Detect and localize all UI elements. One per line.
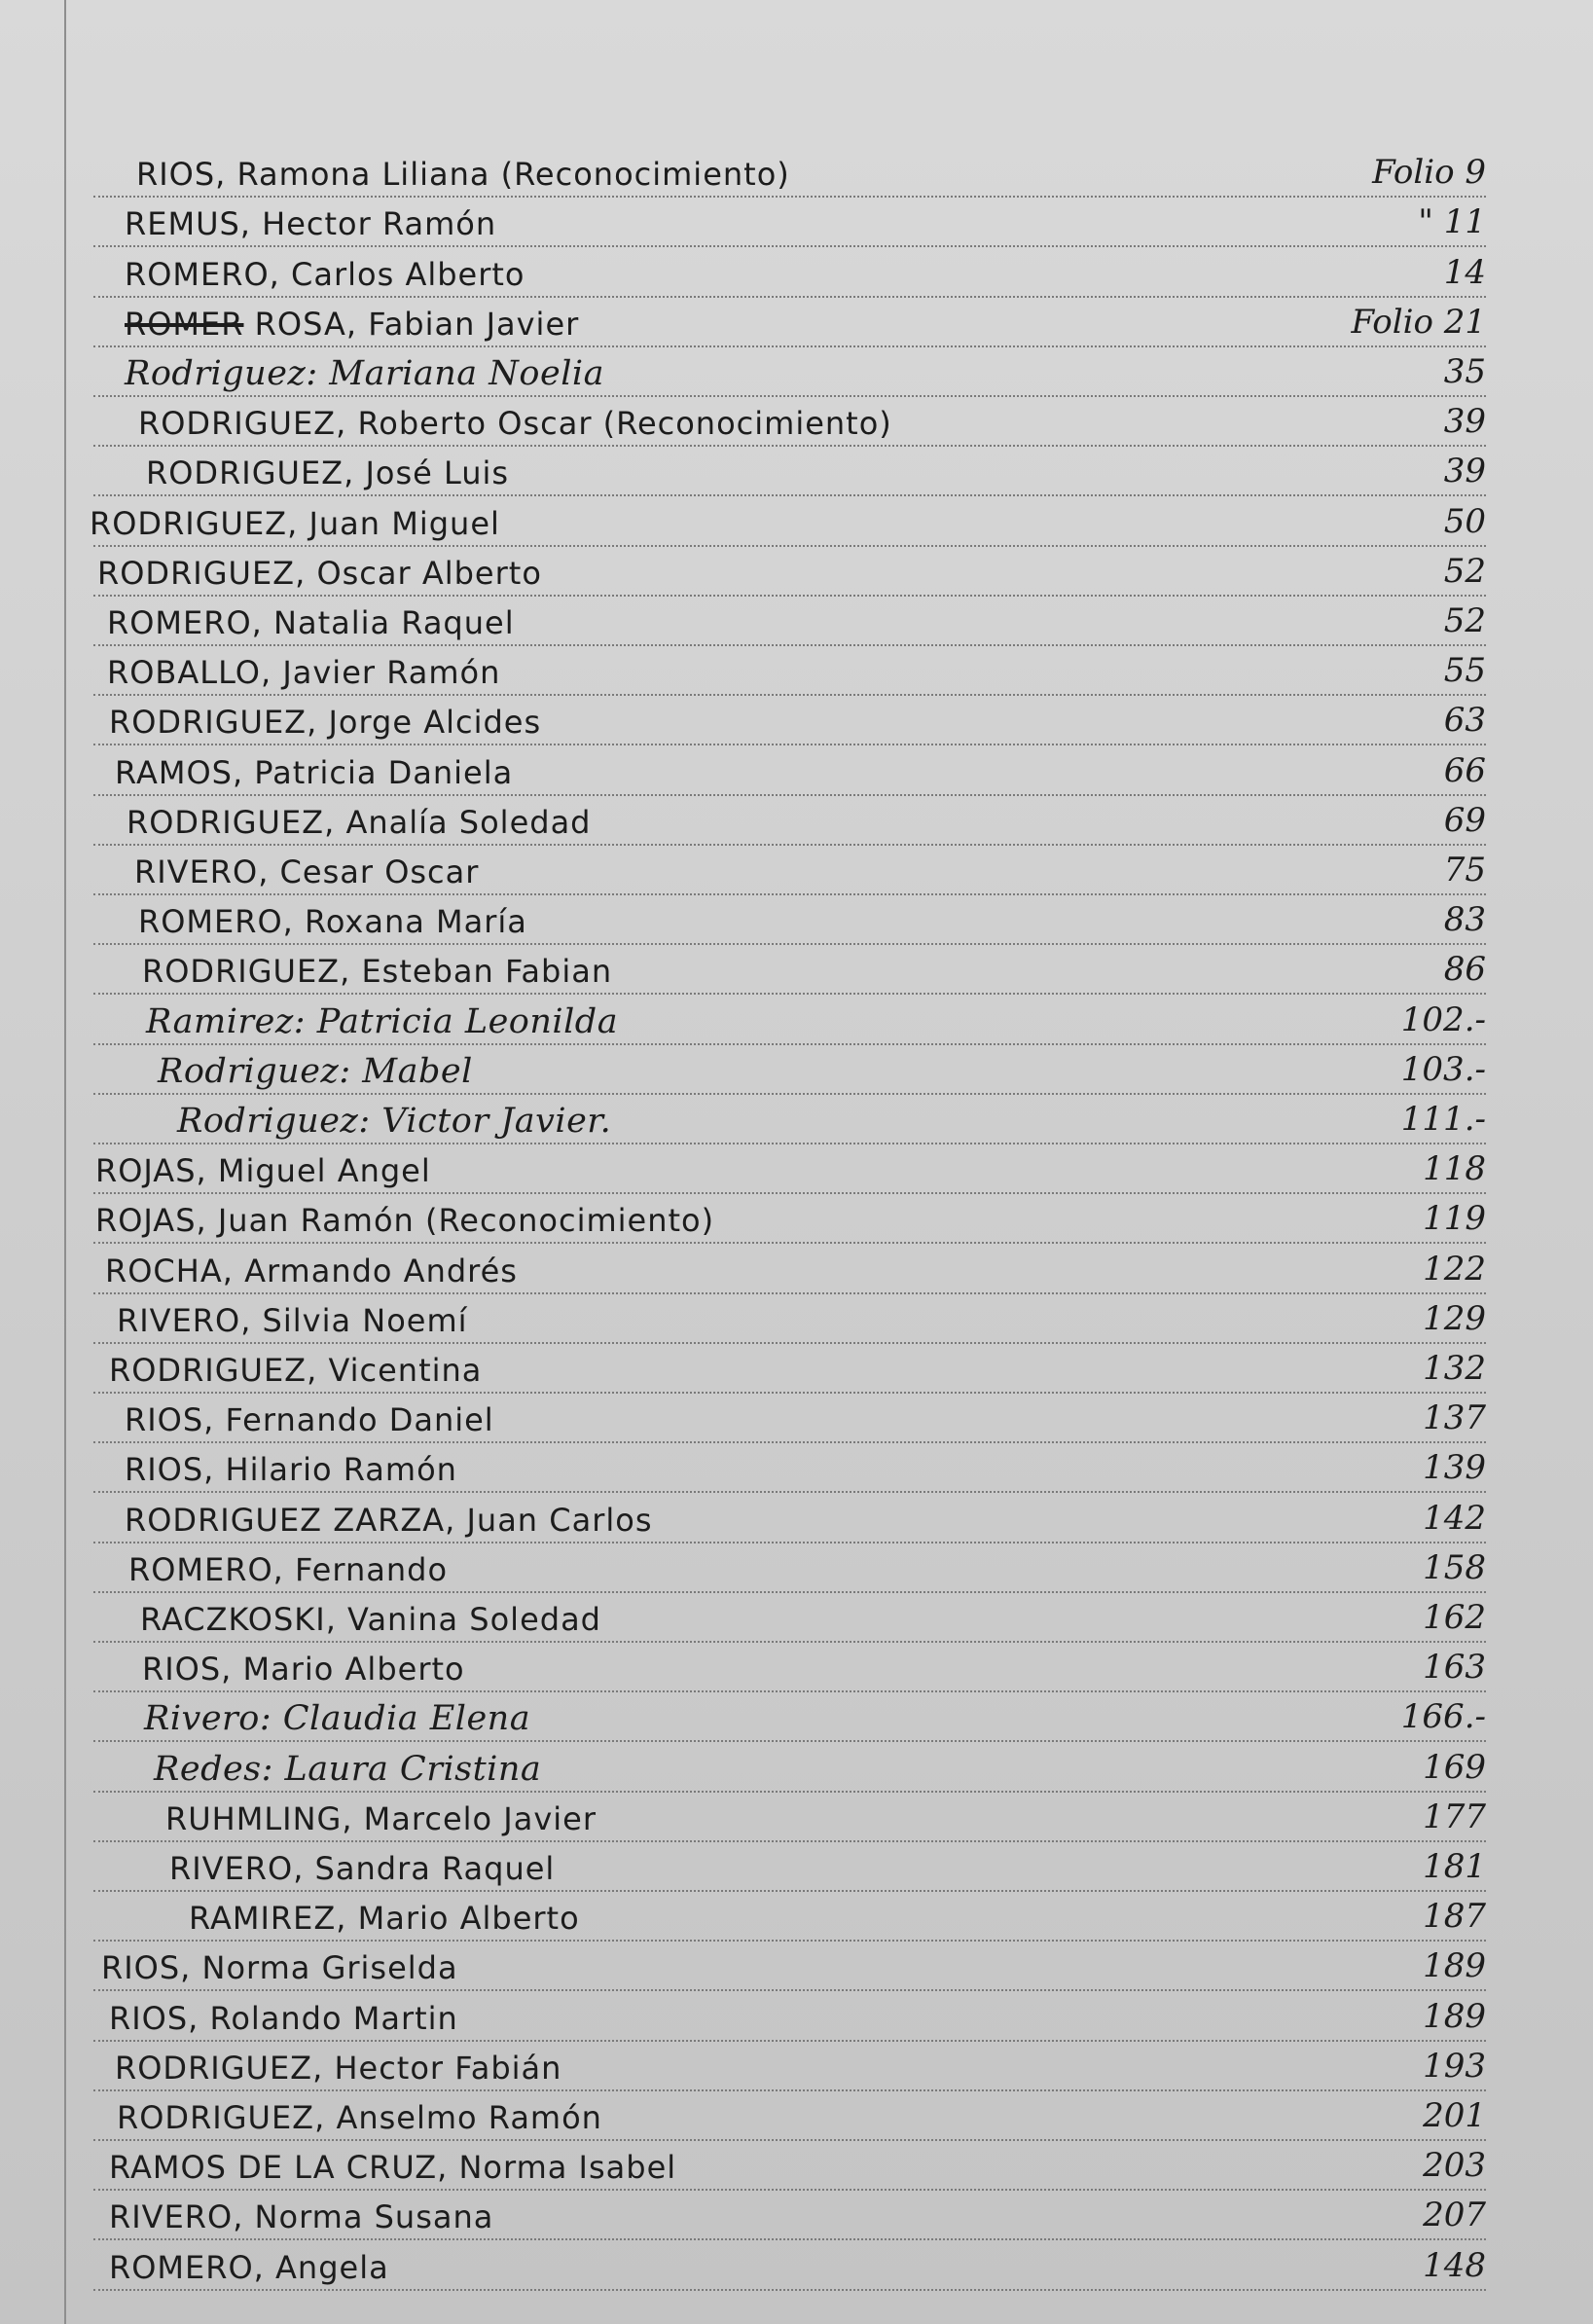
entry-name: Redes: Laura Cristina [154,1749,542,1789]
entry-folio: 158 [1423,1547,1486,1587]
index-entry [0,1944,1593,1989]
ruled-line [93,1093,1486,1095]
entry-name: RAMOS, Patricia Daniela [115,753,514,791]
entry-name: RAMOS DE LA CRUZ, Norma Isabel [109,2149,677,2187]
ruled-line [93,1591,1486,1593]
ruled-line [93,893,1486,895]
entry-name: RACZKOSKI, Vanina Soledad [140,1601,601,1638]
ruled-line [93,844,1486,846]
ruled-line [93,1491,1486,1493]
entry-name: ROMERO, Roxana María [138,903,527,941]
entry-folio: 163 [1423,1648,1486,1688]
ruled-line [93,1441,1486,1443]
ruled-line [93,1791,1486,1793]
index-entry [0,2244,1593,2289]
entry-folio: 69 [1443,800,1486,840]
entry-name: ROMERO, Angela [109,2248,389,2286]
entry-folio: 177 [1423,1797,1486,1836]
index-entry [0,301,1593,345]
entry-folio: 166.- [1400,1697,1486,1737]
index-entry [0,151,1593,196]
entry-name: REMUS, Hector Ramón [125,205,497,243]
entry-folio: 148 [1423,2245,1486,2285]
entry-name: RIOS, Norma Griselda [101,1949,458,1987]
ruled-line [93,1940,1486,1942]
entry-name: ROBALLO, Javier Ramón [107,654,501,692]
entry-folio: 203 [1423,2146,1486,2186]
entry-folio: 103.- [1400,1049,1486,1089]
ruled-line [93,794,1486,796]
entry-folio: 137 [1423,1398,1486,1438]
index-entry [0,1248,1593,1292]
ruled-line [93,1690,1486,1692]
ruled-line [93,1989,1486,1991]
index-entry [0,1147,1593,1192]
entry-folio: 83 [1443,900,1486,940]
ruled-line [93,1542,1486,1543]
entry-name: RODRIGUEZ, Anselmo Ramón [117,2099,602,2136]
entry-folio: 169 [1423,1747,1486,1787]
index-entry [0,1796,1593,1840]
entry-name: Rivero: Claudia Elena [144,1699,531,1739]
ruled-line [93,2040,1486,2042]
ruled-line [93,1740,1486,1742]
index-entry [0,799,1593,844]
entry-name: RODRIGUEZ, Juan Miguel [90,504,500,542]
entry-name: ROJAS, Miguel Angel [95,1152,431,1190]
struck-text: ROMER [125,305,244,343]
entry-name: RODRIGUEZ, Oscar Alberto [97,554,542,592]
index-entry [0,948,1593,993]
ruled-line [93,943,1486,945]
entry-name: RIOS, Hilario Ramón [125,1451,457,1489]
entry-name: RIOS, Mario Alberto [142,1651,465,1689]
ruled-line [93,744,1486,745]
index-entry [0,2194,1593,2238]
entry-name: RODRIGUEZ, José Luis [146,454,510,492]
entry-name: RAMIREZ, Mario Alberto [189,1900,580,1938]
index-entry [0,1098,1593,1143]
entry-name: RODRIGUEZ, Jorge Alcides [109,704,542,742]
entry-folio: 119 [1423,1199,1486,1239]
ruled-line [93,545,1486,547]
index-entry [0,999,1593,1043]
entry-name: ROJAS, Juan Ramón (Reconocimiento) [95,1202,715,1240]
entry-folio: 102.- [1400,999,1486,1039]
entry-folio: 139 [1423,1448,1486,1488]
ruled-line [93,445,1486,447]
entry-name: RIOS, Fernando Daniel [125,1401,494,1439]
index-entry [0,400,1593,445]
entry-folio: 66 [1443,750,1486,790]
entry-folio: 132 [1423,1349,1486,1388]
ruled-line [93,395,1486,397]
index-entry [0,749,1593,794]
ruled-line [93,1392,1486,1394]
ruled-line [93,1641,1486,1643]
index-entry [0,649,1593,694]
ruled-line [93,2238,1486,2240]
entry-name: ROMERO, Natalia Raquel [107,604,515,641]
entry-folio: 187 [1423,1897,1486,1937]
entry-name-text: ROSA, Fabian Javier [254,305,580,343]
ruled-line [93,1890,1486,1892]
index-entry [0,500,1593,545]
entry-folio: 129 [1423,1298,1486,1338]
entry-name: ROMERO, Carlos Alberto [125,255,525,293]
index-entry [0,1995,1593,2040]
ruled-line [93,644,1486,646]
index-entry [0,200,1593,245]
index-entry [0,2045,1593,2089]
ruled-line [93,1840,1486,1842]
ruled-line [93,2139,1486,2141]
index-entry [0,1646,1593,1690]
entry-folio: 63 [1443,701,1486,741]
entry-folio: 201 [1423,2096,1486,2135]
index-entry [0,1197,1593,1242]
ruled-line [93,993,1486,995]
entry-name: RIVERO, Sandra Raquel [169,1850,556,1887]
entry-name: RIOS, Ramona Liliana (Reconocimiento) [136,156,790,194]
entry-folio: 189 [1423,1946,1486,1986]
entry-folio: 75 [1443,851,1486,890]
entry-name: Ramirez: Patricia Leonilda [146,1001,619,1041]
ruled-line [93,245,1486,247]
entry-folio: 52 [1443,551,1486,591]
index-entry [0,1746,1593,1791]
index-entry [0,1546,1593,1591]
entry-folio: 14 [1443,252,1486,292]
entry-folio: 189 [1423,1996,1486,2036]
index-entry [0,699,1593,744]
index-entry [0,251,1593,296]
index-entry [0,1596,1593,1641]
entry-folio: 86 [1443,950,1486,990]
entry-name: ROMERO, Fernando [128,1550,449,1588]
entry-name [125,305,579,344]
entry-folio: 55 [1443,651,1486,691]
entry-name: ROCHA, Armando Andrés [105,1252,518,1289]
index-entry [0,1446,1593,1491]
entry-folio: Folio 9 [1372,153,1486,193]
entry-folio: " 11 [1418,202,1486,242]
entry-name: RIOS, Rolando Martin [109,1999,458,2037]
entry-folio: 50 [1443,501,1486,541]
index-entry [0,599,1593,644]
entry-folio: 39 [1443,402,1486,442]
entry-folio: 122 [1423,1249,1486,1289]
entry-folio: 111.- [1400,1100,1486,1139]
entry-folio: 181 [1423,1847,1486,1886]
entry-name: RODRIGUEZ, Hector Fabián [115,2049,562,2087]
entry-name: RUHMLING, Marcelo Javier [165,1799,597,1837]
ruled-line [93,2289,1486,2291]
ruled-line [93,694,1486,696]
entry-name: RODRIGUEZ ZARZA, Juan Carlos [125,1501,653,1539]
entry-name: Rodriguez: Victor Javier. [177,1102,612,1141]
index-entry [0,1397,1593,1441]
index-entry [0,2144,1593,2189]
entry-name: RODRIGUEZ, Esteban Fabian [142,953,613,991]
ruled-line [93,1292,1486,1294]
index-entry [0,1347,1593,1392]
entry-folio: 35 [1443,352,1486,391]
entry-name: RODRIGUEZ, Roberto Oscar (Reconocimiento) [138,405,892,443]
index-entry [0,350,1593,395]
ruled-line [93,1242,1486,1244]
entry-name: RODRIGUEZ, Vicentina [109,1352,483,1389]
entry-folio: 162 [1423,1598,1486,1637]
entry-name: Rodriguez: Mariana Noelia [125,354,604,393]
index-entry [0,450,1593,494]
index-entry [0,1297,1593,1342]
ruled-line [93,345,1486,347]
index-entry [0,1845,1593,1890]
entry-name: RIVERO, Cesar Oscar [134,853,480,890]
entry-folio: 118 [1423,1149,1486,1189]
ruled-line [93,595,1486,597]
entry-folio: 142 [1423,1498,1486,1538]
ruled-line [93,1143,1486,1144]
ruled-line [93,1192,1486,1194]
index-entry [0,898,1593,943]
index-entry [0,1497,1593,1542]
entry-folio: 52 [1443,601,1486,640]
entry-name: RIVERO, Norma Susana [109,2198,494,2236]
entry-name: RODRIGUEZ, Analía Soledad [127,803,592,841]
index-entry [0,1695,1593,1740]
ruled-line [93,2189,1486,2191]
ruled-line [93,494,1486,496]
entry-name: Rodriguez: Mabel [158,1051,473,1091]
index-entry [0,1048,1593,1093]
entry-folio: 39 [1443,452,1486,491]
index-entry [0,849,1593,893]
entry-folio: 193 [1423,2046,1486,2086]
entry-name: RIVERO, Silvia Noemí [117,1301,468,1339]
ruled-line [93,1342,1486,1344]
ruled-line [93,196,1486,198]
index-entry [0,2094,1593,2139]
ruled-line [93,1043,1486,1045]
ruled-line [93,2089,1486,2091]
entry-folio: 207 [1423,2196,1486,2235]
ruled-line [93,296,1486,298]
entry-folio: Folio 21 [1351,302,1486,342]
index-entry [0,550,1593,595]
index-entry [0,1895,1593,1940]
